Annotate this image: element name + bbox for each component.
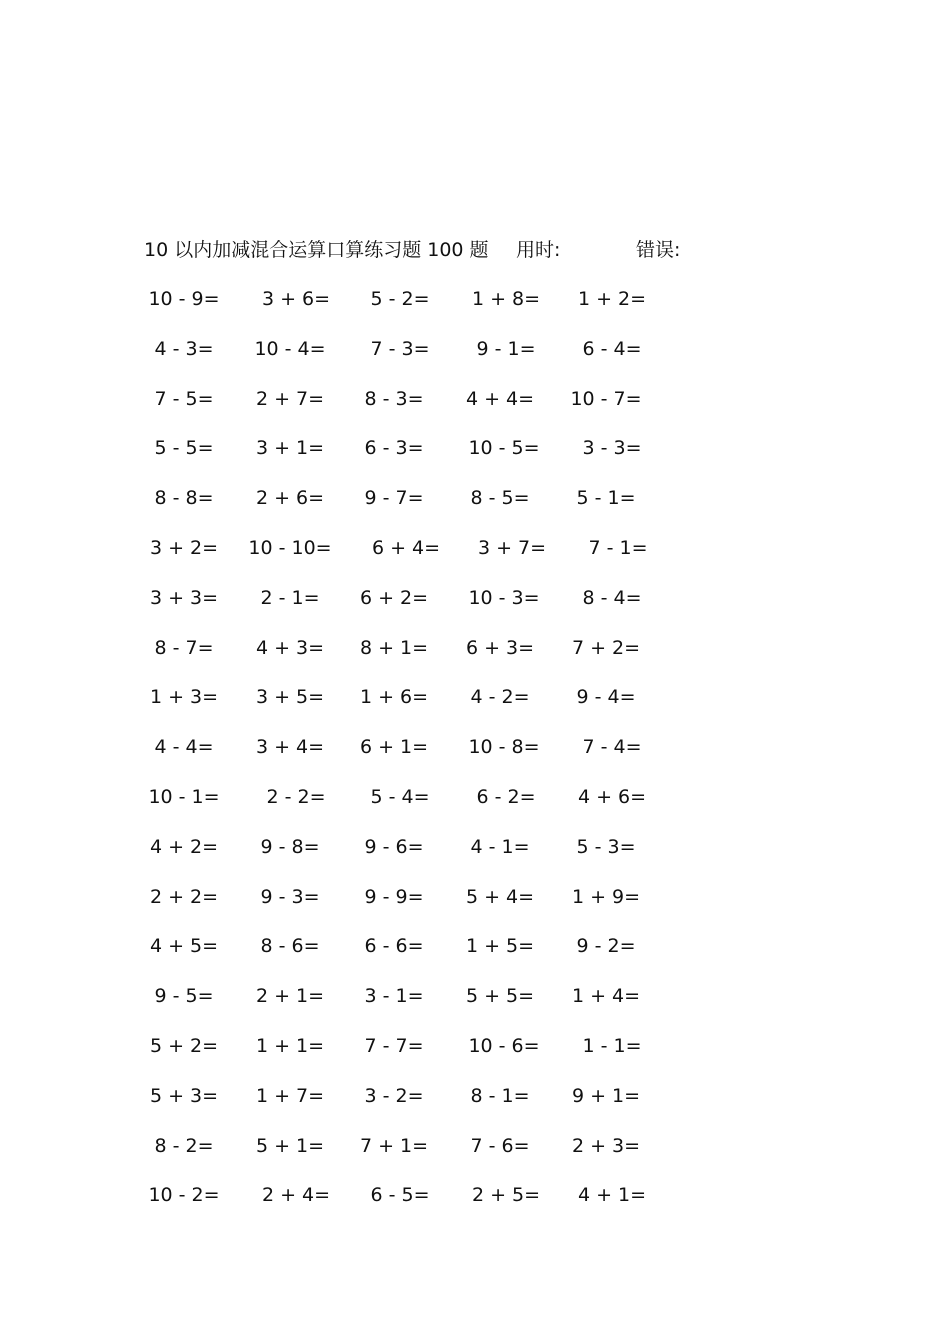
worksheet-title: 10 以内加减混合运算口算练习题 100 题: [144, 239, 489, 261]
math-problem: 3 + 7=: [477, 537, 547, 559]
math-problem: 3 + 2=: [149, 537, 219, 559]
math-problem: 10 - 6=: [468, 1035, 540, 1057]
math-problem: 9 - 5=: [154, 985, 214, 1007]
math-problem: 4 + 5=: [149, 935, 219, 957]
math-problem: 8 - 1=: [470, 1085, 530, 1107]
math-problem: 5 - 5=: [154, 437, 214, 459]
math-problem: 3 - 1=: [364, 985, 424, 1007]
math-problem: 2 + 6=: [255, 487, 325, 509]
math-problem: 2 + 7=: [255, 388, 325, 410]
math-problem: 9 - 9=: [364, 886, 424, 908]
math-problem: 7 - 7=: [364, 1035, 424, 1057]
math-problem: 9 - 6=: [364, 836, 424, 858]
time-used-label: 用时:: [516, 239, 561, 261]
math-problem: 1 + 1=: [255, 1035, 325, 1057]
math-problem: 5 + 1=: [255, 1135, 325, 1157]
math-problem: 7 - 6=: [470, 1135, 530, 1157]
math-problem: 1 + 2=: [577, 288, 647, 310]
math-problem: 1 + 3=: [149, 686, 219, 708]
math-problem: 6 - 6=: [364, 935, 424, 957]
math-problem: 4 - 4=: [154, 736, 214, 758]
math-problem: 1 + 5=: [465, 935, 535, 957]
math-problem: 7 + 2=: [571, 637, 641, 659]
math-problem: 8 - 6=: [260, 935, 320, 957]
math-problem: 3 + 1=: [255, 437, 325, 459]
math-problem: 10 - 4=: [254, 338, 326, 360]
math-problem: 2 - 2=: [266, 786, 326, 808]
math-problem: 8 + 1=: [359, 637, 429, 659]
math-problem: 7 - 1=: [588, 537, 648, 559]
math-problem: 4 - 3=: [154, 338, 214, 360]
math-problem: 2 + 4=: [261, 1184, 331, 1206]
math-problem: 1 + 9=: [571, 886, 641, 908]
math-problem: 10 - 1=: [148, 786, 220, 808]
math-problem: 10 - 3=: [468, 587, 540, 609]
math-problem: 9 - 4=: [576, 686, 636, 708]
math-problem: 2 + 5=: [471, 1184, 541, 1206]
math-problem: 9 + 1=: [571, 1085, 641, 1107]
math-problem: 4 + 1=: [577, 1184, 647, 1206]
math-problem: 6 - 2=: [476, 786, 536, 808]
math-problem: 6 + 1=: [359, 736, 429, 758]
math-problem: 6 + 2=: [359, 587, 429, 609]
math-problem: 9 - 8=: [260, 836, 320, 858]
math-problem: 4 + 2=: [149, 836, 219, 858]
math-problem: 3 + 3=: [149, 587, 219, 609]
math-problem: 7 - 3=: [370, 338, 430, 360]
math-problem: 3 + 5=: [255, 686, 325, 708]
math-problem: 8 - 8=: [154, 487, 214, 509]
math-problem: 6 - 5=: [370, 1184, 430, 1206]
math-problem: 4 + 4=: [465, 388, 535, 410]
math-problem: 1 - 1=: [582, 1035, 642, 1057]
math-problem: 4 - 1=: [470, 836, 530, 858]
math-problem: 2 + 1=: [255, 985, 325, 1007]
math-problem: 2 + 3=: [571, 1135, 641, 1157]
math-problem: 10 - 2=: [148, 1184, 220, 1206]
math-problem: 9 - 2=: [576, 935, 636, 957]
math-problem: 5 + 2=: [149, 1035, 219, 1057]
math-problem: 3 + 4=: [255, 736, 325, 758]
math-problem: 6 + 4=: [371, 537, 441, 559]
math-problem: 10 - 8=: [468, 736, 540, 758]
math-problem: 10 - 7=: [570, 388, 642, 410]
math-problem: 9 - 3=: [260, 886, 320, 908]
math-problem: 9 - 1=: [476, 338, 536, 360]
math-problem: 1 + 7=: [255, 1085, 325, 1107]
math-problem: 4 + 6=: [577, 786, 647, 808]
math-problem: 8 - 4=: [582, 587, 642, 609]
math-problem: 9 - 7=: [364, 487, 424, 509]
math-problem: 4 - 2=: [470, 686, 530, 708]
math-problem: 8 - 7=: [154, 637, 214, 659]
math-problem: 7 + 1=: [359, 1135, 429, 1157]
math-problem: 8 - 5=: [470, 487, 530, 509]
math-problem: 3 - 3=: [582, 437, 642, 459]
math-problem: 8 - 2=: [154, 1135, 214, 1157]
math-problem: 8 - 3=: [364, 388, 424, 410]
math-problem: 6 - 3=: [364, 437, 424, 459]
math-problem: 2 + 2=: [149, 886, 219, 908]
math-problem: 5 + 5=: [465, 985, 535, 1007]
errors-label: 错误:: [636, 239, 681, 261]
math-problem: 6 + 3=: [465, 637, 535, 659]
math-problem: 6 - 4=: [582, 338, 642, 360]
math-problem: 2 - 1=: [260, 587, 320, 609]
math-problem: 10 - 5=: [468, 437, 540, 459]
math-problem: 7 - 4=: [582, 736, 642, 758]
math-problem: 5 - 1=: [576, 487, 636, 509]
math-problem: 1 + 8=: [471, 288, 541, 310]
math-problem: 4 + 3=: [255, 637, 325, 659]
math-problem: 10 - 9=: [148, 288, 220, 310]
math-problem: 7 - 5=: [154, 388, 214, 410]
math-problem: 3 - 2=: [364, 1085, 424, 1107]
math-problem: 1 + 4=: [571, 985, 641, 1007]
math-problem: 5 - 3=: [576, 836, 636, 858]
math-problem: 5 + 4=: [465, 886, 535, 908]
math-problem: 5 - 4=: [370, 786, 430, 808]
math-problem: 3 + 6=: [261, 288, 331, 310]
math-problem: 5 + 3=: [149, 1085, 219, 1107]
math-problem: 1 + 6=: [359, 686, 429, 708]
math-problem: 5 - 2=: [370, 288, 430, 310]
math-problem: 10 - 10=: [248, 537, 332, 559]
